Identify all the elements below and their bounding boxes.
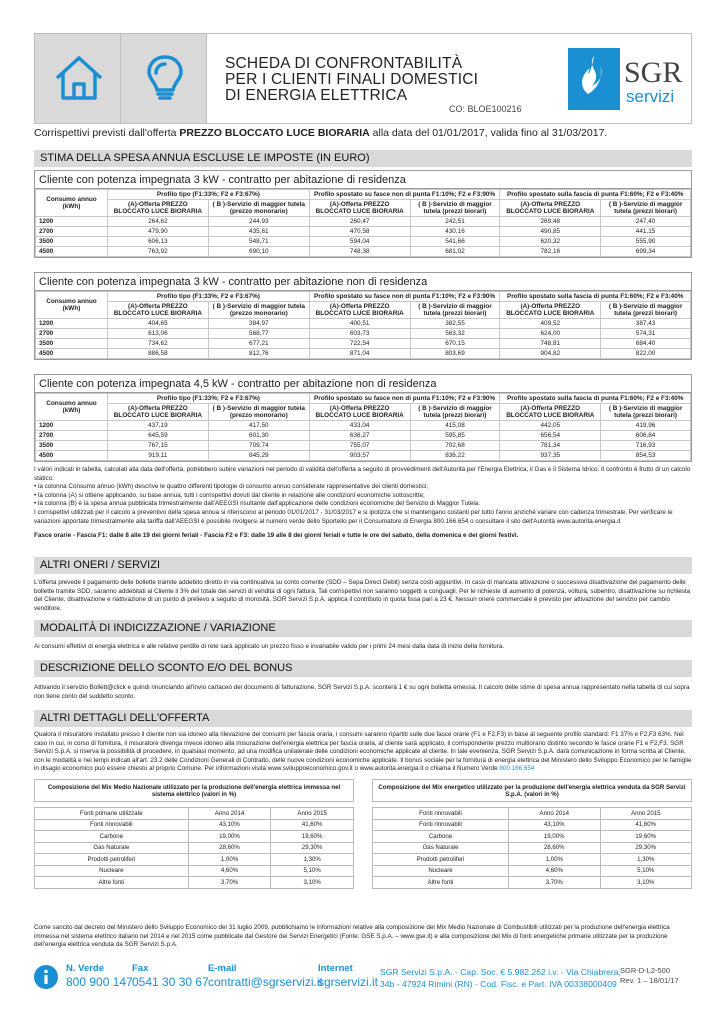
header-profile: Profilo spostato sulla fascia di punta F1:60%; F2 e F3:40% <box>500 190 691 200</box>
table-cell: 3500 <box>36 441 108 451</box>
table-cell: 709,74 <box>208 441 309 451</box>
header-col-a: (A)-Offerta PREZZO BLOCCATO LUCE BIORARIA <box>309 302 410 319</box>
table-row <box>36 421 691 431</box>
table-cell: 563,32 <box>410 329 500 339</box>
table-cell: 3500 <box>36 237 108 247</box>
header-col-b: ( B )-Servizio di maggior tutela (prezzi biorari) <box>601 302 691 319</box>
table-cell: 3500 <box>36 339 108 349</box>
cost-table-2 <box>34 272 692 360</box>
document-title: SCHEDA DI CONFRONTABILITÀ PER I CLIENTI FINALI DOMESTICI DI ENERGIA ELETTRICA <box>225 55 479 104</box>
table-cell: 387,43 <box>601 319 691 329</box>
table-cell: 871,04 <box>309 349 410 359</box>
table-row <box>36 247 691 257</box>
table-cell: 636,27 <box>309 431 410 441</box>
table-row <box>36 339 691 349</box>
table-cell: 1200 <box>36 421 108 431</box>
table-cell: 919,11 <box>108 451 209 461</box>
header-consumo: Consumo annuo (kWh) <box>36 190 108 217</box>
table-cell: 595,85 <box>410 431 500 441</box>
svg-text:SGR: SGR <box>624 56 683 89</box>
offer-code: CO: BLOE100216 <box>449 104 522 114</box>
table-cell: Anno 2015 <box>600 808 692 820</box>
header-consumo: Consumo annuo (kWh) <box>36 292 108 319</box>
bonus-text: Attivando il servizio Bollett@click e quindi rinunciando all'invio cartaceo dei documenti di fatturazione, SGR Servizi S.p.A. sconterà 1 € su ogni bolletta emessa. Il calcolo delle stime di spesa annua rappresentato nella tabella di cui sopra non tiene conto del suddetto sconto. <box>34 684 690 700</box>
table-cell: 1200 <box>36 319 108 329</box>
table-row <box>373 842 692 854</box>
table-cell: 613,06 <box>108 329 209 339</box>
table-cell: 606,84 <box>601 431 691 441</box>
sgr-logo <box>556 34 691 123</box>
table-cell: Anno 2014 <box>509 808 600 820</box>
table-cell: 620,32 <box>500 237 601 247</box>
header-col-b: ( B )-Servizio di maggior tutela (prezzi biorari) <box>410 302 500 319</box>
header-profile: Profilo tipo (F1:33%; F2 e F3:67%) <box>108 190 310 200</box>
table-cell: Anno 2014 <box>188 808 271 820</box>
table-cell: 244,93 <box>208 217 309 227</box>
table-cell: 5,10% <box>271 865 354 877</box>
fax-number: 0541 30 30 67 <box>132 975 209 989</box>
header-col-a: (A)-Offerta PREZZO BLOCCATO LUCE BIORARIA <box>500 404 601 421</box>
notes-block: I valori indicati in tabella, calcolati alla data dell'offerta, potrebbero subire variazioni nel periodo di validità dell'offerta a seguito di provvedimenti dell'Autorità per l'Energia Elettrica, il Gas e il Sistema Idrico. Il confronto è frutto di un calcolo statico: • la colonna Consumo annuo (kWh) descrive le quattro differenti tipologie di consumo annuo considerate rappresentative dei clienti domestici; • la colonna (A) si ottiene applicando, su base annua, tutti i corrispettivi dovuti dal cliente in relazione alle condizioni economiche sottoscritte; • la colonna (B) è la spesa annua pubblicata trimestralmente dall'AEEGSI risultante dall'applicazione delle condizioni economiche del Servizio di Maggior Tutela. I corrispettivi utilizzati per il calcolo a preventivo della spesa annua si riferiscono al periodo 01/01/2017 - 31/03/2017 e si ipotizza che si mantengano costanti per tutto l'anno anziché variare con cadenza trimestrale. Per verificare le variazioni apportate trimestralmente alla tariffa dall'AEEGSI è possibile rivolgersi al numero verde dello Sportello per il Consumatore di Energia 800.166.654 o consultare il sito dell'Autorità www.autorita.energia.it Fasce orarie - Fascia F1: dalle 8 alle 19 dei giorni feriali - Fascia F2 e F3: dalle 19 alle 8 dei giorni feriali e tutte le ore del sabato, della domenica e dei giorni festivi. <box>34 466 691 540</box>
table-cell: 803,69 <box>410 349 500 359</box>
table-cell: 937,35 <box>500 451 601 461</box>
table-cell: 4,60% <box>509 865 600 877</box>
table-cell: 400,51 <box>309 319 410 329</box>
table-cell: Gas Naturale <box>373 842 509 854</box>
section-indicizzazione: MODALITÀ DI INDICIZZAZIONE / VARIAZIONE <box>34 620 692 637</box>
table-cell: 677,21 <box>208 339 309 349</box>
table-cell: 260,47 <box>309 217 410 227</box>
table-row <box>35 819 354 831</box>
header-consumo: Consumo annuo (kWh) <box>36 394 108 421</box>
table-cell: 29,30% <box>600 842 692 854</box>
header-profile: Profilo tipo (F1:33%; F2 e F3:67%) <box>108 394 310 404</box>
table-cell: 247,40 <box>601 217 691 227</box>
table-cell: 404,65 <box>108 319 209 329</box>
cost-table-title: Cliente con potenza impegnata 3 kW - contratto per abitazione di residenza <box>35 171 691 189</box>
table-row <box>36 319 691 329</box>
table-cell: 1,30% <box>271 854 354 866</box>
table-cell: 1,00% <box>188 854 271 866</box>
table-cell: 845,29 <box>208 451 309 461</box>
table-cell: 574,31 <box>601 329 691 339</box>
cost-table-1 <box>34 170 692 258</box>
table-cell: 470,58 <box>309 227 410 237</box>
footer-email: E-mail contratti@sgrservizi.it <box>208 963 323 989</box>
house-icon <box>35 34 121 123</box>
table-cell: 43,10% <box>188 819 271 831</box>
header-box <box>34 33 692 124</box>
table-cell: 4500 <box>36 451 108 461</box>
table-cell: 601,30 <box>208 431 309 441</box>
table-cell: 5,10% <box>600 865 692 877</box>
table-row <box>35 842 354 854</box>
table-cell: 854,53 <box>601 451 691 461</box>
header-col-a: (A)-Offerta PREZZO BLOCCATO LUCE BIORARIA <box>500 302 601 319</box>
header-col-a: (A)-Offerta PREZZO BLOCCATO LUCE BIORARIA <box>309 404 410 421</box>
table-cell: Fonti rinnovabili <box>35 819 189 831</box>
table-cell: Nucleare <box>35 865 189 877</box>
closing-text: Come sancito dal decreto del Ministero dello Sviluppo Economico del 31 luglio 2009, pubblichiamo le informazioni relative alla composizione del Mix Medio Nazionale di Combustibili utilizzati per la produzione dell'energia elettrica immessa nel sistema elettrico italiano nel 2014 e nel 2015 come pubblicate dal Gestore dei Servizi Energetici (Fonte: GSE S.p.A. – www.gse.it) e alla composizione del Mix di fonti energetiche primarie utilizzate per la produzione dell'energia elettrica venduta da SGR Servizi S.p.A. <box>34 924 670 949</box>
table-cell: 767,15 <box>108 441 209 451</box>
header-profile: Profilo spostato sulla fascia di punta F1:60%; F2 e F3:40% <box>500 394 691 404</box>
table-cell: 594,04 <box>309 237 410 247</box>
table-cell: 479,90 <box>108 227 209 237</box>
table-cell: 624,00 <box>500 329 601 339</box>
table-cell: 2700 <box>36 431 108 441</box>
altri-text: Qualora il misuratore installato presso il cliente non sia idoneo alla rilevazione dei consumi per fascia oraria, i consumi saranno ripartiti sulle due fasce orarie (F1 e F2,F3) in base al seguente profilo standard: F1 37% e F2,F3 63%. Nel caso in cui, in corso di fornitura, il misuratore divenga invece idoneo alla misurazione dell'energia elettrica per fascia oraria, al cliente sarà applicato, il corrispondente prezzo multiorario distinto secondo le fasce orarie F1 e F2,F3. SGR Servizi S.p.A. si riserva la possibilità di procedere, in qualsiasi momento, ad una modifica unilaterale delle condizioni economiche applicate al cliente. In tale evenienza, SGR Servizi S.p.A. darà comunicazione in forma scritta al Cliente, con le modalità e nei tempi indicati all'art. 23.2 delle Condizioni Generali di Contratto, delle nuove condizioni economiche applicate. Il bonus sociale per la fornitura di energia elettrica del Ministero dello Sviluppo Economico per le famiglie in disagio economico può essere chiesto al proprio Comune. Per informazioni visita www.sviluppoeconomico.gov.it o www.autorita.energia.it o chiama il Numero Verde 800 166 654 <box>34 731 692 773</box>
svg-text:servizi: servizi <box>626 87 675 106</box>
table-row <box>36 441 691 451</box>
table-cell: 763,92 <box>108 247 209 257</box>
table-cell: 812,76 <box>208 349 309 359</box>
header-col-a: (A)-Offerta PREZZO BLOCCATO LUCE BIORARIA <box>108 302 209 319</box>
table-cell: 822,00 <box>601 349 691 359</box>
table-cell: 699,34 <box>601 247 691 257</box>
table-cell: 684,40 <box>601 339 691 349</box>
table-cell: 19,60% <box>600 831 692 843</box>
table-cell: 433,04 <box>309 421 410 431</box>
table-cell: Altre fonti <box>35 877 189 889</box>
header-col-b: ( B )-Servizio di maggior tutela (prezzi biorari) <box>601 404 691 421</box>
table-cell: Fonti rinnovabili <box>373 819 509 831</box>
email-link[interactable]: contratti@sgrservizi.it <box>208 975 323 989</box>
table-cell: 28,60% <box>509 842 600 854</box>
mix-sgr-table: Composizione del Mix energetico utilizzato per la produzione dell'energia elettrica venduta da SGR Servizi S.p.A. (valori in %) Fonti rinnovabili Anno 2014 Anno 2015 Fonti rinnovabili 43,10% 41,60% Carbone 19,00% 19,60% Gas Naturale 28,60% 29,30% Prodotti petroliferi 1,00% 1,30% Nucleare 4,60% 5,10% Altre fonti 3,70% 3,10% <box>372 779 692 889</box>
table-cell: 606,13 <box>108 237 209 247</box>
footer-web: Internet sgrservizi.it <box>318 963 379 989</box>
table-cell: 541,66 <box>410 237 500 247</box>
oneri-text: L'offerta prevede il pagamento delle bollette tramite addebito diretto in via continuativa su conto corrente (SDD – Sepa Direct Debit) senza costi aggiuntivi. In caso di mancata attivazione o successiva disattivazione del pagamento delle bollette tramite SDD, saranno addebitati al Cliente il 3% del totale dei servizi di vendita di ogni fattura. Tali corrispettivi non saranno soggetti a conguagli. Per le richieste di aumento di potenza, voltura, subentro, disattivazione su richiesta del Cliente, disattivazione e riattivazione di un punto di prelievo a seguito di morosità, SGR Servizi S.p.A. applica il contributo in quota fissa pari a 23 €. Nessun onere commerciale è previsto per attivazione del servizio per cambio venditore. <box>34 579 691 612</box>
table-cell: 490,85 <box>500 227 601 237</box>
table-cell: 734,62 <box>108 339 209 349</box>
table-cell: Gas Naturale <box>35 842 189 854</box>
table-row <box>36 329 691 339</box>
table-row <box>36 451 691 461</box>
table-cell: Prodotti petroliferi <box>35 854 189 866</box>
table-row <box>373 819 692 831</box>
table-cell: 702,68 <box>410 441 500 451</box>
cost-table-title: Cliente con potenza impegnata 3 kW - contratto per abitazione non di residenza <box>35 273 691 291</box>
table-cell: 41,60% <box>271 819 354 831</box>
table-cell: 419,96 <box>601 421 691 431</box>
footer-verde: N. Verde 800 900 147 <box>66 963 133 989</box>
table-cell: 548,71 <box>208 237 309 247</box>
table-cell: 384,97 <box>208 319 309 329</box>
table-row <box>35 854 354 866</box>
table-cell: 716,93 <box>601 441 691 451</box>
header-col-b: ( B )-Servizio di maggior tutela (prezzi biorari) <box>410 404 500 421</box>
company-address: SGR Servizi S.p.A. - Cap. Soc. € 5.982.262 i.v. - Via Chiabrera, 34b - 47924 Rimini (RN) - Cod. Fisc. e Part. IVA 00338000409 <box>380 967 621 989</box>
table-cell: 41,60% <box>600 819 692 831</box>
table-row <box>373 854 692 866</box>
table-row <box>36 227 691 237</box>
table-cell: Carbone <box>373 831 509 843</box>
table-cell: 755,07 <box>309 441 410 451</box>
table-cell: 904,82 <box>500 349 601 359</box>
table-cell: 442,05 <box>500 421 601 431</box>
table-cell: 748,38 <box>309 247 410 257</box>
table-cell: 264,62 <box>108 217 209 227</box>
table-cell: 836,22 <box>410 451 500 461</box>
table-row <box>373 831 692 843</box>
table-cell: 19,60% <box>271 831 354 843</box>
table-cell: 568,77 <box>208 329 309 339</box>
table-cell: 2700 <box>36 227 108 237</box>
table-cell: Altre fonti <box>373 877 509 889</box>
header-col-a: (A)-Offerta PREZZO BLOCCATO LUCE BIORARIA <box>108 200 209 217</box>
table-cell: 430,16 <box>410 227 500 237</box>
lightbulb-icon <box>121 34 207 123</box>
footer-fax: Fax 0541 30 30 67 <box>132 963 209 989</box>
table-row <box>35 808 354 820</box>
header-col-b: ( B )-Servizio di maggior tutela (prezzi biorari) <box>601 200 691 217</box>
header-col-b: ( B )-Servizio di maggior tutela (prezzo monorario) <box>208 404 309 421</box>
indicizzazione-text: Ai consumi effettivi di energia elettrica e alle relative perdite di rete sarà applicato un prezzo fisso e invariabile valido per i primi 24 mesi dalla data di inizio della fornitura. <box>34 643 504 650</box>
section-altri: ALTRI DETTAGLI DELL'OFFERTA <box>34 710 692 727</box>
header-col-b: ( B )-Servizio di maggior tutela (prezzi biorari) <box>410 200 500 217</box>
header-col-a: (A)-Offerta PREZZO BLOCCATO LUCE BIORARIA <box>500 200 601 217</box>
table-cell: 417,50 <box>208 421 309 431</box>
table-cell: 2700 <box>36 329 108 339</box>
info-icon <box>34 965 58 994</box>
footer <box>34 963 692 993</box>
table-row <box>35 831 354 843</box>
table-cell: Nucleare <box>373 865 509 877</box>
table-row <box>373 877 692 889</box>
header-profile: Profilo spostato su fasce non di punta F1:10%; F2 e F3:90% <box>309 394 500 404</box>
table-cell: 781,34 <box>500 441 601 451</box>
mix-national-table: Composizione del Mix Medio Nazionale utilizzato per la produzione dell'energia elettrica immessa nel sistema elettrico (valori in %) Fonti primarie utilizzate Anno 2014 Anno 2015 Fonti rinnovabili 43,10% 41,60% Carbone 19,00% 19,60% Gas Naturale 28,60% 29,30% Prodotti petroliferi 1,00% 1,30% Nucleare 4,60% 5,10% Altre fonti 3,70% 3,10% <box>34 779 354 889</box>
cost-table-title: Cliente con potenza impegnata 4,5 kW - contratto per abitazione non di residenza <box>35 375 691 393</box>
table-cell: 28,60% <box>188 842 271 854</box>
table-cell: 656,54 <box>500 431 601 441</box>
table-cell: 3,70% <box>188 877 271 889</box>
table-cell: 886,58 <box>108 349 209 359</box>
table-row <box>373 808 692 820</box>
table-cell: 681,02 <box>410 247 500 257</box>
website-link[interactable]: sgrservizi.it <box>318 975 379 989</box>
header-col-a: (A)-Offerta PREZZO BLOCCATO LUCE BIORARIA <box>309 200 410 217</box>
table-row <box>36 349 691 359</box>
table-cell: 409,52 <box>500 319 601 329</box>
table-cell: 4,60% <box>188 865 271 877</box>
section-oneri: ALTRI ONERI / SERVIZI <box>34 557 692 574</box>
table-cell: 29,30% <box>271 842 354 854</box>
table-cell: Prodotti petroliferi <box>373 854 509 866</box>
table-cell: 43,10% <box>509 819 600 831</box>
header-profile: Profilo spostato sulla fascia di punta F1:60%; F2 e F3:40% <box>500 292 691 302</box>
section-bonus: DESCRIZIONE DELLO SCONTO E/O DEL BONUS <box>34 660 692 677</box>
table-cell: Anno 2015 <box>271 808 354 820</box>
table-cell: 748,81 <box>500 339 601 349</box>
header-col-a: (A)-Offerta PREZZO BLOCCATO LUCE BIORARIA <box>108 404 209 421</box>
header-col-b: ( B )-Servizio di maggior tutela (prezzo monorario) <box>208 200 309 217</box>
header-profile: Profilo spostato su fasce non di punta F1:10%; F2 e F3:90% <box>309 190 500 200</box>
table-cell: 382,55 <box>410 319 500 329</box>
table-cell: 437,19 <box>108 421 209 431</box>
table-row <box>36 237 691 247</box>
table-cell: 269,48 <box>500 217 601 227</box>
table-row <box>35 877 354 889</box>
table-cell: 19,00% <box>509 831 600 843</box>
table-cell: 903,57 <box>309 451 410 461</box>
verde-number[interactable]: 800 900 147 <box>66 975 133 989</box>
table-cell: 782,16 <box>500 247 601 257</box>
table-cell: 1,30% <box>600 854 692 866</box>
header-col-b: ( B )-Servizio di maggior tutela (prezzo monorario) <box>208 302 309 319</box>
table-cell: 555,90 <box>601 237 691 247</box>
table-cell: Carbone <box>35 831 189 843</box>
table-cell: 3,10% <box>271 877 354 889</box>
table-cell: 242,51 <box>410 217 500 227</box>
table-cell: 415,08 <box>410 421 500 431</box>
table-cell: 722,54 <box>309 339 410 349</box>
table-cell: 1200 <box>36 217 108 227</box>
table-row <box>36 217 691 227</box>
table-row <box>35 865 354 877</box>
table-row <box>36 431 691 441</box>
table-cell: 3,10% <box>600 877 692 889</box>
table-cell: 670,15 <box>410 339 500 349</box>
table-cell: Fonti primarie utilizzate <box>35 808 189 820</box>
section-estimate: STIMA DELLA SPESA ANNUA ESCLUSE LE IMPOSTE (IN EURO) <box>34 150 692 167</box>
table-cell: 645,59 <box>108 431 209 441</box>
header-profile: Profilo spostato su fasce non di punta F1:10%; F2 e F3:90% <box>309 292 500 302</box>
table-cell: 4500 <box>36 247 108 257</box>
table-row <box>373 865 692 877</box>
table-cell: 690,10 <box>208 247 309 257</box>
cost-table-3 <box>34 374 692 462</box>
intro-text: Corrispettivi previsti dall'offerta PREZZO BLOCCATO LUCE BIORARIA alla data del 01/01/2017, valida fino al 31/03/2017. <box>34 127 608 139</box>
document-reference: SGR-D-L2-500 Rev. 1 – 18/01/17 <box>620 966 679 985</box>
table-cell: 435,61 <box>208 227 309 237</box>
table-cell: 603,73 <box>309 329 410 339</box>
header-profile: Profilo tipo (F1:33%; F2 e F3:67%) <box>108 292 310 302</box>
table-cell: 4500 <box>36 349 108 359</box>
table-cell: 3,70% <box>509 877 600 889</box>
table-cell: 1,00% <box>509 854 600 866</box>
table-cell: 441,15 <box>601 227 691 237</box>
table-cell: 19,00% <box>188 831 271 843</box>
table-cell: Fonti rinnovabili <box>373 808 509 820</box>
